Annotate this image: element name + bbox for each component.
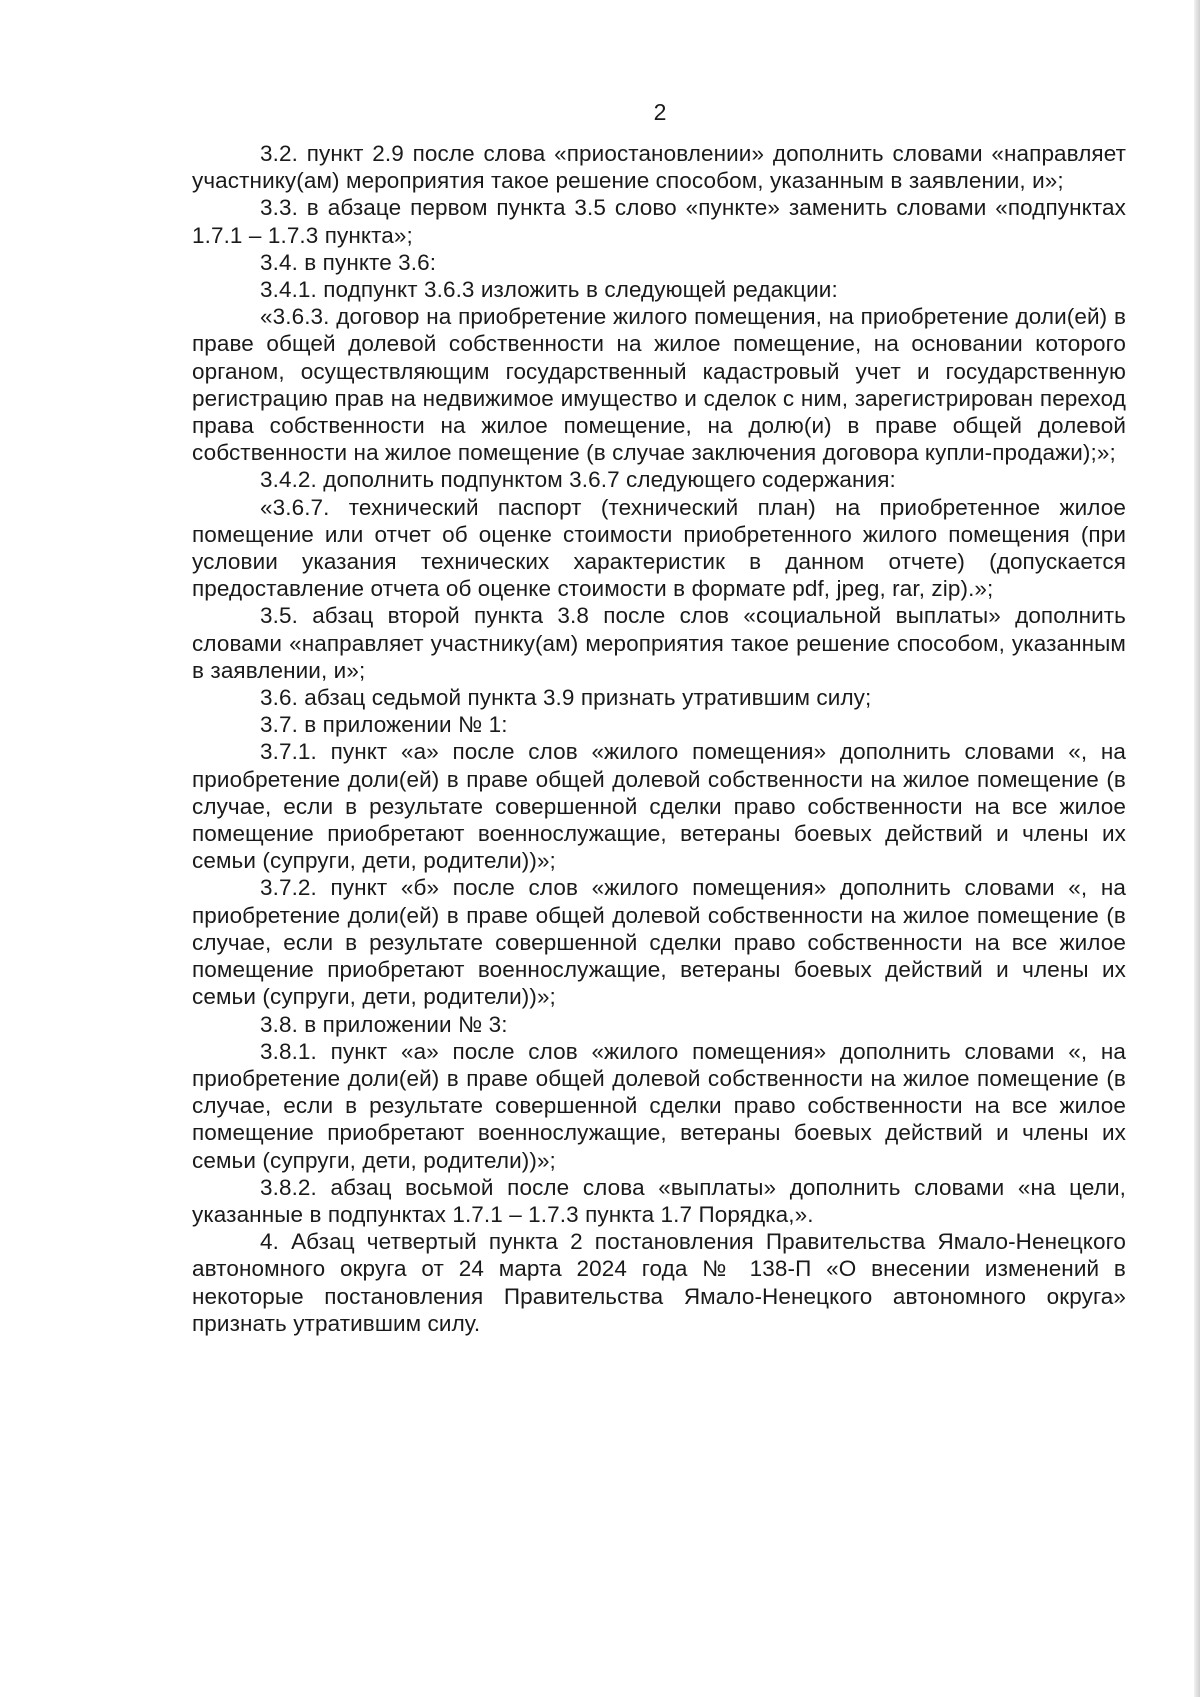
paragraph-3-6-3-quote: «3.6.3. договор на приобретение жилого помещения, на приобретение доли(ей) в праве общей долевой собственности на жилое помещение, на основании которого органом, осуществляющим государственный кадастровый учет и государственную регистрацию прав на недвижимое имущество и сделок с ним, зарегистрирован переход права собственности на жилое помещение, на долю(и) в праве общей долевой собственности на жилое помещение (в случае заключения договора купли-продажи);»;	[192, 304, 1126, 466]
paragraph-3-2: 3.2. пункт 2.9 после слова «приостановлении» дополнить словами «направляет участнику(ам) мероприятия такое решение способом, указанным в заявлении, и»;	[192, 141, 1126, 194]
page-edge-shadow	[1194, 0, 1200, 1697]
paragraph-3-7-2: 3.7.2. пункт «б» после слов «жилого помещения» дополнить словами «, на приобретение доли(ей) в праве общей долевой собственности на жилое помещение (в случае, если в результате совершенной сделки право собственности на все жилое помещение приобретают военнослужащие, ветераны боевых действий и члены их семьи (супруги, дети, родители))»;	[192, 875, 1126, 1010]
paragraph-3-4: 3.4. в пункте 3.6:	[260, 249, 437, 275]
paragraph-4: 4. Абзац четвертый пункта 2 постановления Правительства Ямало-Ненецкого автономного округа от 24 марта 2024 года № 138-П «О внесении изменений в некоторые постановления Правительства Ямало-Ненецкого автономного округа» признать утратившим силу.	[192, 1229, 1126, 1336]
paragraph-3-8-1: 3.8.1. пункт «а» после слов «жилого помещения» дополнить словами «, на приобретение доли(ей) в праве общей долевой собственности на жилое помещение (в случае, если в результате совершенной сделки право собственности на все жилое помещение приобретают военнослужащие, ветераны боевых действий и члены их семьи (супруги, дети, родители))»;	[192, 1038, 1126, 1173]
paragraph-3-4-2: 3.4.2. дополнить подпунктом 3.6.7 следующего содержания:	[260, 467, 896, 493]
paragraph-3-7-1: 3.7.1. пункт «а» после слов «жилого помещения» дополнить словами «, на приобретение доли(ей) в праве общей долевой собственности на жилое помещение (в случае, если в результате совершенной сделки право собственности на все жилое помещение приобретают военнослужащие, ветераны боевых действий и члены их семьи (супруги, дети, родители))»;	[192, 739, 1126, 874]
paragraph-3-3: 3.3. в абзаце первом пункта 3.5 слово «пункте» заменить словами «подпунктах 1.7.1 – 1.7.3 пункта»;	[192, 195, 1126, 248]
document-body	[192, 140, 1126, 1337]
paragraph-3-4-1: 3.4.1. подпункт 3.6.3 изложить в следующей редакции:	[260, 277, 838, 303]
paragraph-3-8: 3.8. в приложении № 3:	[260, 1011, 508, 1037]
paragraph-3-6-7-quote: «3.6.7. технический паспорт (технический план) на приобретенное жилое помещение или отчет об оценке стоимости приобретенного жилого помещения (при условии указания технических характеристик в данном отчете) (допускается предоставление отчета об оценке стоимости в формате pdf, jpeg, rar, zip).»;	[192, 494, 1126, 602]
paragraph-3-8-2: 3.8.2. абзац восьмой после слова «выплаты» дополнить словами «на цели, указанные в подпунктах 1.7.1 – 1.7.3 пункта 1.7 Порядка,».	[192, 1174, 1126, 1227]
paragraph-3-5: 3.5. абзац второй пункта 3.8 после слов «социальной выплаты» дополнить словами «направляет участнику(ам) мероприятия такое решение способом, указанным в заявлении, и»;	[192, 603, 1126, 683]
page-number: 2	[653, 99, 667, 125]
paragraph-3-6: 3.6. абзац седьмой пункта 3.9 признать утратившим силу;	[260, 685, 872, 711]
paragraph-3-7: 3.7. в приложении № 1:	[260, 712, 508, 738]
